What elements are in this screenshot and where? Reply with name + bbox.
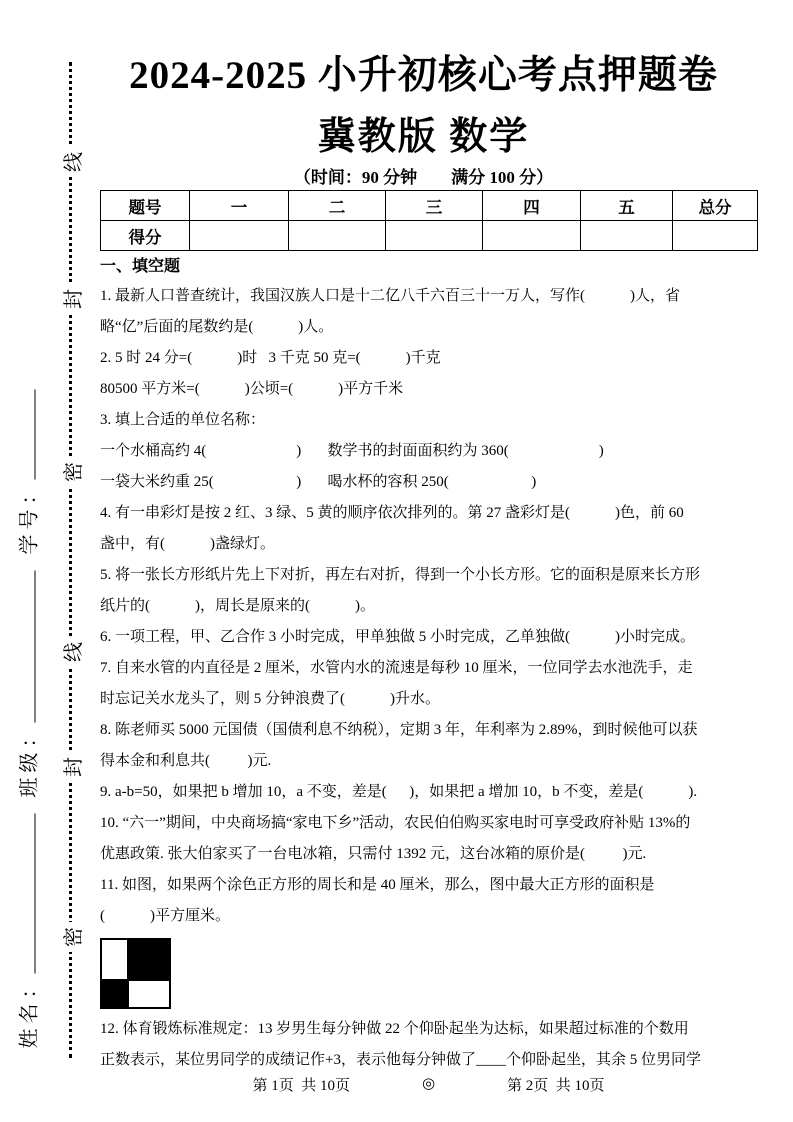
class-label: 班级： bbox=[18, 722, 41, 798]
student-info-fields bbox=[13, 286, 47, 1049]
score-table bbox=[100, 190, 758, 251]
footer-divider-icon: ◎ bbox=[421, 1076, 436, 1092]
seal-char-mi: 密 bbox=[56, 457, 86, 487]
score-cell bbox=[289, 221, 386, 251]
question-line: 7. 自来水管的内直径是 2 厘米，水管内水的流速是每秒 10 厘米，一位同学去水池洗手，走 bbox=[100, 660, 693, 676]
exam-time-score-info: （时间：90 分钟 满分 100 分） bbox=[293, 168, 554, 187]
section-title: 一、填空题 bbox=[100, 258, 181, 275]
question-11-squares-figure bbox=[100, 938, 171, 1009]
footer-page-left: 第 1页 共 10页 bbox=[252, 1078, 350, 1094]
col-four: 四 bbox=[483, 191, 581, 221]
student-number-label: 学号： bbox=[18, 479, 41, 555]
score-table-header-row bbox=[101, 191, 758, 221]
page-footer bbox=[100, 1074, 757, 1095]
question-line: 9. a-b=50，如果把 b 增加 10，a 不变，差是( )，如果把 a 增加 10，b 不变，差是( ). bbox=[100, 784, 698, 800]
question-line: 优惠政策. 张大伯家买了一台电冰箱，只需付 1392 元，这台冰箱的原价是( )元. bbox=[100, 846, 647, 862]
student-number-blank-line bbox=[21, 390, 36, 480]
question-line: 纸片的( )，周长是原来的( )。 bbox=[100, 598, 375, 614]
question-line: 4. 有一串彩灯是按 2 红、3 绿、5 黄的顺序依次排列的。第 27 盏彩灯是( )色，前 60 bbox=[100, 505, 684, 521]
question-line: 10. “六一”期间，中央商场搞“家电下乡”活动，农民伯伯购买家电时可享受政府补贴 13%的 bbox=[100, 815, 691, 831]
question-line: 时忘记关水龙头了，则 5 分钟浪费了( )升水。 bbox=[100, 691, 440, 707]
row-score-label: 得分 bbox=[101, 221, 190, 251]
question-line: 正数表示，某位男同学的成绩记作+3，表示他每分钟做了____个仰卧起坐，其余 5 位男同学 bbox=[100, 1052, 701, 1068]
figure-cell-top-left-white bbox=[101, 939, 128, 980]
score-cell bbox=[386, 221, 483, 251]
col-five: 五 bbox=[581, 191, 673, 221]
question-line: 一个水桶高约 4( ) 数学书的封面面积约为 360( ) bbox=[100, 443, 604, 459]
question-line: 11. 如图，如果两个涂色正方形的周长和是 40 厘米，那么，图中最大正方形的面积是 bbox=[100, 877, 655, 893]
figure-cell-bottom-right-white bbox=[128, 980, 170, 1008]
question-line: 略“亿”后面的尾数约是( )人。 bbox=[100, 319, 334, 335]
score-cell bbox=[581, 221, 673, 251]
seal-char-xian: 线 bbox=[56, 637, 86, 667]
question-line: 12. 体育锻炼标准规定：13 岁男生每分钟做 22 个仰卧起坐为达标，如果超过标准的个数用 bbox=[100, 1021, 689, 1037]
seal-char-feng: 封 bbox=[56, 752, 86, 782]
page-subtitle: 冀教版 数学 bbox=[317, 116, 530, 158]
question-line: 1. 最新人口普查统计，我国汉族人口是十二亿八千六百三十一万人，写作( )人，省 bbox=[100, 288, 680, 304]
student-number-field bbox=[13, 390, 42, 555]
questions-content bbox=[100, 253, 762, 1076]
class-field bbox=[13, 571, 42, 798]
seal-char-xian: 线 bbox=[56, 147, 86, 177]
seal-char-feng: 封 bbox=[56, 284, 86, 314]
question-line: 盏中，有( )盏绿灯。 bbox=[100, 536, 275, 552]
question-line: 3. 填上合适的单位名称： bbox=[100, 412, 266, 428]
name-blank-line bbox=[21, 814, 36, 974]
question-line: 80500 平方米=( )公顷=( )平方千米 bbox=[100, 381, 404, 397]
figure-cell-top-right-black bbox=[128, 939, 170, 980]
question-line: 2. 5 时 24 分=( )时 3 千克 50 克=( )千克 bbox=[100, 350, 441, 366]
question-line: 5. 将一张长方形纸片先上下对折，再左右对折，得到一个小长方形。它的面积是原来长方形 bbox=[100, 567, 701, 583]
page-title: 2024-2025 小升初核心考点押题卷 bbox=[129, 54, 718, 97]
score-table-score-row bbox=[101, 221, 758, 251]
class-blank-line bbox=[21, 571, 36, 723]
col-total: 总分 bbox=[673, 191, 758, 221]
seal-char-mi: 密 bbox=[56, 922, 86, 952]
col-three: 三 bbox=[386, 191, 483, 221]
footer-page-right: 第 2页 共 10页 bbox=[507, 1078, 605, 1094]
name-field bbox=[13, 814, 42, 1049]
score-cell bbox=[483, 221, 581, 251]
name-label: 姓名： bbox=[18, 973, 41, 1049]
col-one: 一 bbox=[190, 191, 289, 221]
col-two: 二 bbox=[289, 191, 386, 221]
figure-cell-bottom-left-black bbox=[101, 980, 128, 1008]
score-cell bbox=[673, 221, 758, 251]
col-question-number: 题号 bbox=[101, 191, 190, 221]
question-line: ( )平方厘米。 bbox=[100, 908, 230, 924]
score-cell bbox=[190, 221, 289, 251]
question-line: 得本金和利息共( )元. bbox=[100, 753, 272, 769]
question-line: 一袋大米约重 25( ) 喝水杯的容积 250( ) bbox=[100, 474, 537, 490]
question-line: 6. 一项工程，甲、乙合作 3 小时完成，甲单独做 5 小时完成，乙单独做( )小时完成。 bbox=[100, 629, 695, 645]
seal-dotted-line bbox=[69, 62, 72, 1058]
question-line: 8. 陈老师买 5000 元国债（国债利息不纳税），定期 3 年，年利率为 2.89%，到时候他可以获 bbox=[100, 722, 698, 738]
